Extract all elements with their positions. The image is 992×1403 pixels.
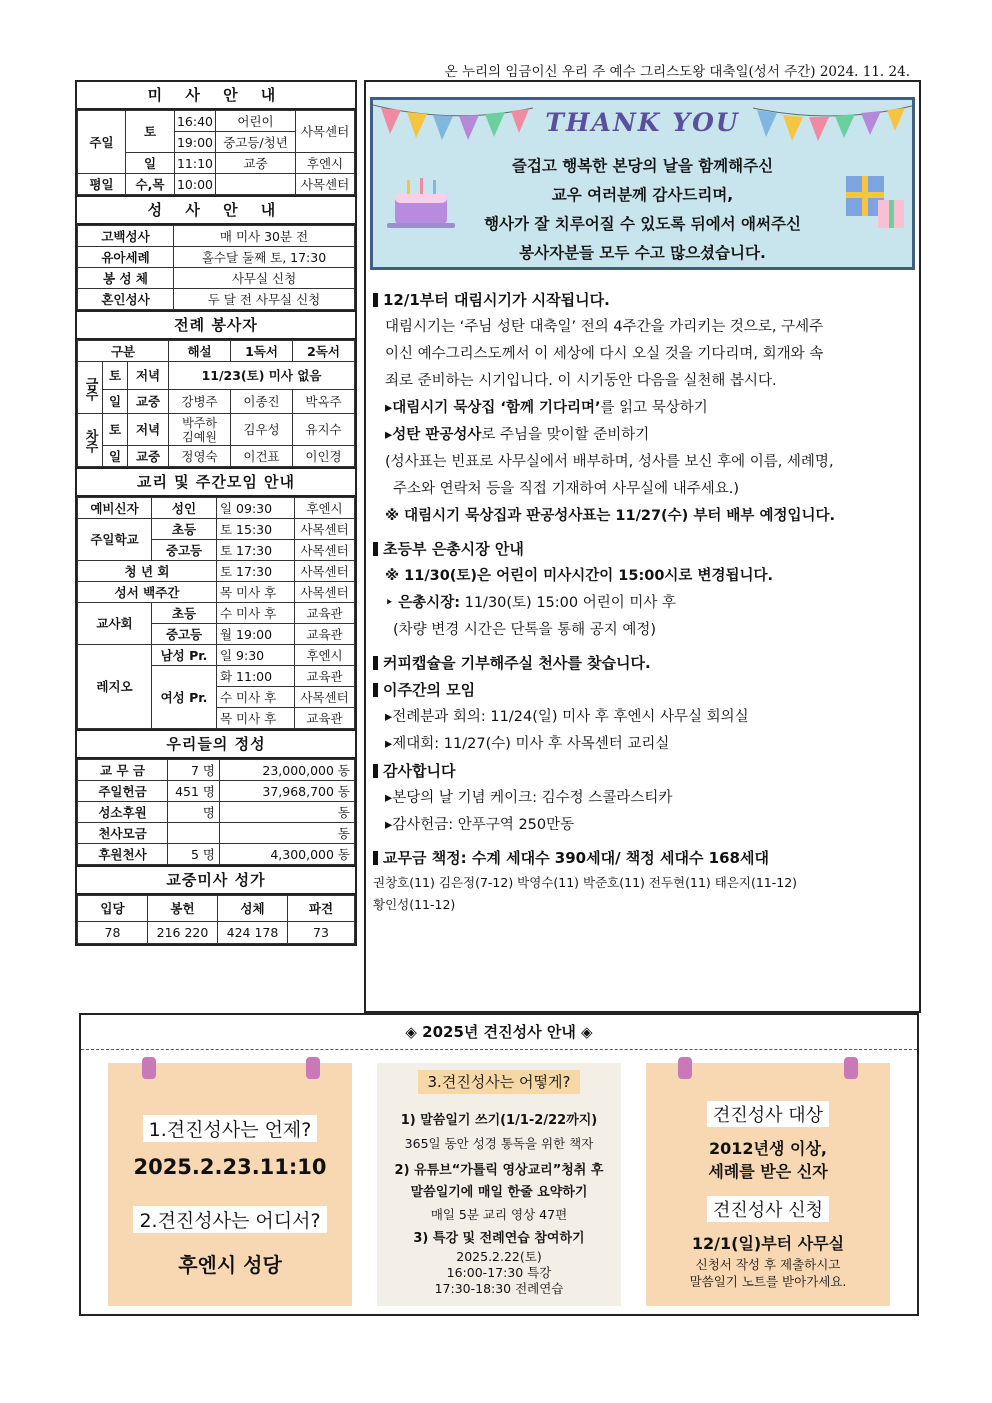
- pin-icon: [142, 1057, 156, 1079]
- hymns-table: 입당 봉헌 성체 파견 78 216 220 424 178 73: [77, 895, 355, 944]
- sacrament-table: 고백성사 매 미사 30분 전 유아세례 홀수달 둘째 토, 17:30 봉 성 체 사무실 신청 혼인성사 두 달 전 사무실 신청: [77, 225, 355, 310]
- kids-heading: 초등부 은총시장 안내: [373, 536, 921, 563]
- bulletin-header: 온 누리의 임금이신 우리 주 예수 그리스도왕 대축일(성서 주간) 2024. 11. 24.: [444, 64, 910, 80]
- hymns-title: 교중미사 성가: [77, 865, 355, 895]
- offering-table: 교 무 금 7 명 23,000,000 동 주일헌금 451 명 37,968,700 동 성소후원 명 동 천사모금 동 후원천사 5 명 4,300,000 동: [77, 759, 355, 865]
- advent-item-1: ▸대림시기 묵상집 ‘함께 기다리며’를 읽고 묵상하기: [385, 400, 708, 416]
- servers-table: 구분 해설 1독서 2독서 금주 토 저녁 11/23(토) 미사 없음 일 교중 강병주 이종진 박옥주 차주 토 저녁 박주하 김예원 김우성 유지수 일 교중 정영숙 이건표 이인경: [77, 340, 355, 467]
- pin-icon: [844, 1057, 858, 1079]
- note-how: 3.견진성사는 어떻게? 1) 말씀일기 쓰기(1/1-2/22까지) 365일 동안 성경 통독을 위한 책자 2) 유튜브“가톨릭 영상교리”청취 후 말씀일기에 매일 한줄 요약하기 매일 5분 교리 영상 47편 3) 특강 및 전례연습 참여하기 2025.2.22(토) 16:00-17:30 특강 17:30-18:30 전례연습: [377, 1063, 621, 1306]
- meeting-heading: 이주간의 모임: [373, 677, 921, 704]
- kids-item: ‣ 은총시장: 11/30(토) 15:00 어린이 미사 후: [385, 595, 676, 611]
- notices: 12/1부터 대림시기가 시작됩니다. 대림시기는 ‘주님 성탄 대축일’ 전의 4주간을 가리키는 것으로, 구세주 이신 예수그리스도께서 이 세상에 다시 오실 것을 기다리며, 회개와 속 죄로 준비하는 시기입니다. 이 시기동안 다음을 실천해 봅시다. ▸대림시기 묵상집 ‘함께 기다리며’를 읽고 묵상하기 ▸성탄 판공성사로 주님을 맞이할 준비하기 (성사표는 빈표로 사무실에서 배부하며, 성사를 보신 후에 이름, 세례명, 주소와 연락처 등을 직접 기재하여 사무실에 내주세요.) ※ 대림시기 묵상집과 판공성사표는 11/27(수) 부터 배부 예정입니다. 초등부 은총시장 안내 ※ 11/30(토)은 어린이 미사시간이 15:00시로 변경됩니다. ‣ 은총시장: 11/30(토) 15:00 어린이 미사 후 (차량 변경 시간은 단톡을 통해 공지 예정) 커피캡슐을 기부해주실 천사를 찾습니다. 이주간의 모임 ▸전례분과 회의: 11/24(일) 미사 후 후엔시 사무실 회의실 ▸제대회: 11/27(수) 미사 후 사목센터 교리실 감사합니다 ▸본당의 날 기념 케이크: 김수정 스콜라스티카 ▸감사헌금: 안푸구역 250만동 교무금 책정: 수계 세대수 390세대/ 책정 세대수 168세대 권창호(11) 김은정(7-12) 박영수(11) 박준호(11) 전두현(11) 태은지(11-12) 황인성(11-12): [373, 287, 921, 916]
- pin-icon: [306, 1057, 320, 1079]
- left-column: [75, 80, 357, 946]
- mass-table: 주일 토 16:40 어린이 사목센터 19:00 중고등/청년 일 11:10 교중 후엔시 평일 수,목 10:00 사목센터: [77, 110, 355, 195]
- right-column: [364, 80, 921, 1013]
- tithe-heading: 교무금 책정: 수계 세대수 390세대/ 책정 세대수 168세대: [373, 845, 921, 872]
- sacrament-title: 성 사 안 내: [77, 195, 355, 225]
- servers-title: 전례 봉사자: [77, 310, 355, 340]
- banner-message: 즐겁고 행복한 본당의 날을 함께해주신 교우 여러분께 감사드리며, 행사가 잘 치루어질 수 있도록 뒤에서 애써주신 봉사자분들 모두 수고 많으셨습니다.: [484, 157, 801, 262]
- advent-item-2: ▸성탄 판공성사로 주님을 맞이할 준비하기: [385, 427, 650, 443]
- catechism-title: 교리 및 주간모임 안내: [77, 467, 355, 497]
- note-when-where: 1.견진성사는 언제? 2025.2.23.11:10 2.견진성사는 어디서? 후엔시 성당: [108, 1063, 352, 1306]
- pin-icon: [678, 1057, 692, 1079]
- thanks-heading: 감사합니다: [373, 758, 921, 785]
- mass-title: 미 사 안 내: [77, 82, 355, 110]
- thank-you-banner: [370, 97, 915, 270]
- catechism-table: 예비신자 성인 일 09:30 후엔시 주일학교 초등 토 15:30 사목센터 중고등 토 17:30 사목센터 청 년 회 토 17:30 사목센터 성서 백주간 목 미사 후 사목센터 교사회 초등 수 미사 후 교육관 중고등 월 19:00 교육관 레지오 남성 Pr. 일 9:30 후엔시 여성 Pr. 화 11:00 교육관 수 미사 후 사목센터 목 미사 후 교육관: [77, 497, 355, 729]
- confirmation-section: [79, 1013, 919, 1316]
- offering-title: 우리들의 정성: [77, 729, 355, 759]
- note-who: 견진성사 대상 2012년생 이상, 세례를 받은 신자 견진성사 신청 12/1(일)부터 사무실 신청서 작성 후 제출하시고 말씀일기 노트를 받아가세요.: [646, 1063, 890, 1306]
- coffee-heading: 커피캡슐을 기부해주실 천사를 찾습니다.: [373, 650, 921, 677]
- advent-heading: 12/1부터 대림시기가 시작됩니다.: [373, 287, 921, 314]
- confirmation-title: ◈ 2025년 견진성사 안내 ◈: [81, 1015, 917, 1050]
- banner-title: THANK YOU: [545, 108, 740, 137]
